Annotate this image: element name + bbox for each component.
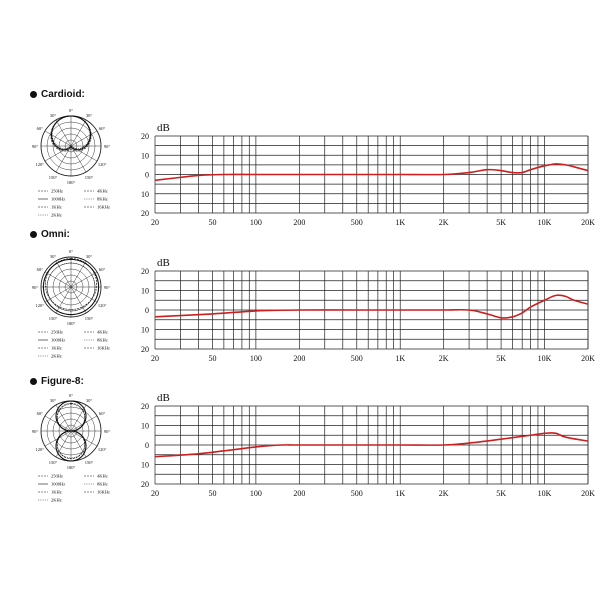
x-tick-label: 50 — [208, 489, 217, 498]
x-tick-label: 10K — [537, 489, 552, 498]
legend-label: 4KHz — [97, 329, 108, 335]
x-tick-label: 20 — [151, 218, 159, 227]
x-tick-label: 20K — [581, 218, 595, 227]
x-tick-label: 5K — [496, 489, 506, 498]
polar-angle-label: 30° — [49, 397, 57, 403]
polar-angle-label: 180° — [66, 321, 76, 326]
omni-title: Omni: — [30, 229, 70, 240]
polar-angle-label: 120° — [35, 447, 45, 452]
polar-angle-label: 90° — [31, 429, 39, 434]
legend-label: 4KHz — [97, 188, 108, 194]
x-tick-label: 2K — [438, 218, 449, 227]
legend-label: 8KHz — [97, 337, 108, 343]
legend-label: 16KHz — [97, 345, 110, 351]
polar-angle-label: 60° — [99, 411, 106, 416]
x-tick-label: 10K — [537, 354, 552, 363]
polar-diagram-cardioid — [32, 108, 111, 218]
legend-label: 1000Hz — [51, 337, 66, 343]
polar-angle-label: 30° — [85, 253, 93, 259]
response-curve — [155, 164, 588, 180]
polar-angle-label: 180° — [66, 180, 76, 185]
polar-angle-label: 0° — [68, 393, 74, 398]
polar-angle-label: 60° — [99, 126, 106, 131]
legend-label: 1000Hz — [51, 481, 66, 487]
y-tick-label: 20 — [141, 402, 149, 411]
y-axis-label: dB — [157, 392, 170, 404]
legend-label: 8KHz — [97, 196, 108, 202]
y-tick-label: 20 — [141, 267, 149, 276]
legend-label: 8KHz — [97, 481, 108, 487]
x-tick-label: 500 — [350, 354, 363, 363]
y-tick-label: 20 — [141, 209, 149, 218]
x-tick-label: 200 — [293, 218, 306, 227]
polar-angle-label: 60° — [36, 411, 43, 416]
legend-label: 2KHz — [51, 353, 62, 359]
polar-angle-label: 0° — [68, 108, 74, 113]
polar-angle-label: 60° — [36, 126, 43, 131]
x-tick-label: 1K — [395, 218, 406, 227]
x-tick-label: 500 — [350, 218, 363, 227]
polar-diagram-figure8 — [32, 393, 111, 503]
polar-angle-label: 150° — [84, 316, 94, 322]
x-tick-label: 5K — [496, 354, 506, 363]
y-tick-label: 20 — [141, 480, 149, 489]
y-tick-label: 20 — [141, 132, 149, 141]
polar-angle-label: 90° — [31, 285, 39, 290]
y-axis-label: dB — [157, 257, 170, 269]
polar-angle-label: 60° — [36, 267, 43, 272]
x-tick-label: 20K — [581, 489, 595, 498]
legend-label: 1KHz — [51, 204, 62, 210]
legend-label: 16KHz — [97, 489, 110, 495]
legend-label: 1KHz — [51, 345, 62, 351]
polar-diagram-omni — [32, 249, 111, 359]
x-tick-label: 100 — [249, 354, 262, 363]
polar-angle-label: 30° — [85, 397, 93, 403]
y-tick-label: 20 — [141, 345, 149, 354]
response-chart-2 — [141, 392, 595, 498]
x-tick-label: 20 — [151, 489, 159, 498]
x-tick-label: 50 — [208, 218, 217, 227]
x-tick-label: 100 — [249, 218, 262, 227]
figure8-title: Figure-8: — [30, 376, 84, 387]
polar-angle-label: 150° — [84, 175, 94, 181]
cardioid-title: Cardioid: — [30, 89, 85, 100]
y-tick-label: 10 — [141, 189, 149, 199]
y-tick-label: 0 — [145, 441, 149, 450]
y-tick-label: 10 — [141, 286, 149, 296]
polar-angle-label: 120° — [97, 303, 107, 308]
legend-label: 1000Hz — [51, 196, 66, 202]
x-tick-label: 2K — [438, 489, 449, 498]
polar-angle-label: 0° — [68, 249, 74, 254]
legend-label: 4KHz — [97, 473, 108, 479]
polar-angle-label: 150° — [48, 460, 58, 466]
legend-label: 250Hz — [51, 188, 63, 194]
polar-angle-label: 120° — [35, 303, 45, 308]
response-chart-1 — [141, 257, 595, 363]
x-tick-label: 2K — [438, 354, 449, 363]
x-tick-label: 1K — [395, 489, 406, 498]
x-tick-label: 100 — [249, 489, 262, 498]
y-tick-label: 10 — [141, 421, 149, 431]
legend-label: 2KHz — [51, 212, 62, 218]
polar-angle-label: 120° — [35, 162, 45, 167]
x-tick-label: 20 — [151, 354, 159, 363]
y-axis-label: dB — [157, 122, 170, 134]
legend-label: 16KHz — [97, 204, 110, 210]
legend-label: 2KHz — [51, 497, 62, 503]
polar-angle-label: 180° — [66, 465, 76, 470]
polar-angle-label: 60° — [99, 267, 106, 272]
polar-angle-label: 150° — [48, 316, 58, 322]
legend-label: 250Hz — [51, 329, 63, 335]
polar-angle-label: 30° — [49, 253, 57, 259]
y-tick-label: 0 — [145, 170, 149, 180]
y-tick-label: 10 — [141, 460, 149, 470]
y-tick-label: 10 — [141, 151, 149, 161]
polar-angle-label: 90° — [103, 144, 111, 149]
polar-angle-label: 120° — [97, 447, 107, 452]
x-tick-label: 1K — [395, 354, 406, 363]
polar-angle-label: 120° — [97, 162, 107, 167]
polar-angle-label: 150° — [48, 175, 58, 181]
response-chart-0 — [141, 122, 595, 227]
legend-label: 1KHz — [51, 489, 62, 495]
x-tick-label: 50 — [208, 354, 217, 363]
legend-label: 250Hz — [51, 473, 63, 479]
polar-angle-label: 150° — [84, 460, 94, 466]
y-tick-label: 10 — [141, 325, 149, 335]
polar-angle-label: 30° — [49, 112, 57, 118]
x-tick-label: 20K — [581, 354, 595, 363]
x-tick-label: 500 — [350, 489, 363, 498]
polar-angle-label: 90° — [31, 144, 39, 149]
x-tick-label: 10K — [537, 218, 552, 227]
polar-angle-label: 90° — [103, 285, 111, 290]
x-tick-label: 200 — [293, 489, 306, 498]
y-tick-label: 0 — [145, 306, 149, 315]
x-tick-label: 200 — [293, 354, 306, 363]
polar-angle-label: 90° — [103, 429, 111, 434]
x-tick-label: 5K — [496, 218, 506, 227]
polar-angle-label: 30° — [85, 112, 93, 118]
response-curve — [155, 295, 588, 318]
